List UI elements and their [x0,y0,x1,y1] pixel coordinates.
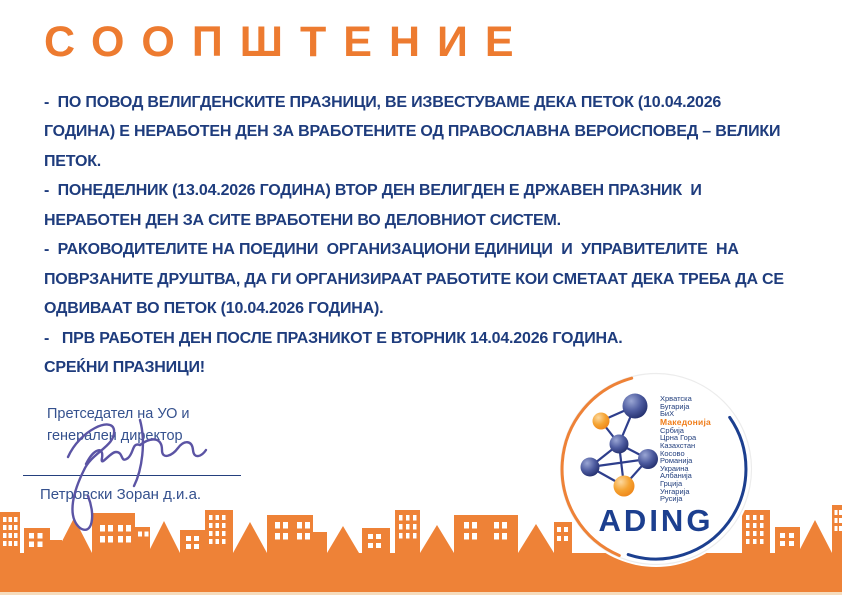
country-label: Србија [660,425,684,435]
country-list [660,395,711,503]
signature-role-line1: Претседател на УО и [47,406,190,422]
body-line: - ПРВ РАБОТЕН ДЕН ПОСЛЕ ПРАЗНИКОТ Е ВТОРНИК 14.04.2026 ГОДИНА. [44,329,623,347]
body-line: - ПО ПОВОД ВЕЛИГДЕНСКИТЕ ПРАЗНИЦИ, ВЕ ИЗВЕСТУВАМЕ ДЕКА ПЕТОК (10.04.2026 [44,93,722,111]
body-line: ГОДИНА) Е НЕРАБОТЕН ДЕН ЗА ВРАБОТЕНИТЕ ОД ПРАВОСЛАВНА ВЕРОИСПОВЕД – ВЕЛИКИ [44,123,781,141]
country-label: Црна Гора [660,433,697,443]
ading-circle-logo [556,369,756,569]
country-label: Албанија [660,471,692,481]
signature-name: Петровски Зоран д.и.а. [40,486,202,503]
body-line: ОДВИВААТ ВО ПЕТОК (10.04.2026 ГОДИНА). [44,300,384,318]
country-label: Унгарија [660,486,690,496]
body-line: ПОВРЗАНИТЕ ДРУШТВА, ДА ГИ ОРГАНИЗИРААТ РАБОТИТЕ КОИ СМЕТААТ ДЕКА ТРЕБА ДА СЕ [44,270,784,288]
country-label: Грција [660,478,683,488]
country-label: Косово [660,448,685,458]
country-label: Украина [660,463,689,473]
country-label: Бугарија [660,401,690,411]
body-line: - РАКОВОДИТЕЛИТЕ НА ПОЕДИНИ ОРГАНИЗАЦИОНИ ЕДИНИЦИ И УПРАВИТЕЛИТЕ НА [44,241,739,259]
country-label: Русија [660,494,683,504]
molecule-icon [556,369,756,569]
country-label: Романија [660,456,693,466]
signature-role-line2: генерален директор [47,427,183,444]
country-label: Македонија [660,416,711,427]
country-label: Казахстан [660,440,696,450]
signature-scribble [40,412,210,537]
body-line: НЕРАБОТЕН ДЕН ЗА СИТЕ ВРАБОТЕНИ ВО ДЕЛОВНИОТ СИСТЕМ. [44,211,561,229]
country-label: БиХ [660,409,675,419]
page-title: СООПШТЕНИЕ [44,18,531,66]
body-text [44,88,824,383]
brand-wordmark: ADING [598,503,714,538]
country-label: Хрватска [660,394,692,403]
body-line: СРЕЌНИ ПРАЗНИЦИ! [44,359,205,377]
body-line: ПЕТОК. [44,152,102,170]
body-line: - ПОНЕДЕЛНИК (13.04.2026 ГОДИНА) ВТОР ДЕН ВЕЛИГДЕН Е ДРЖАВЕН ПРАЗНИК И [44,182,702,200]
